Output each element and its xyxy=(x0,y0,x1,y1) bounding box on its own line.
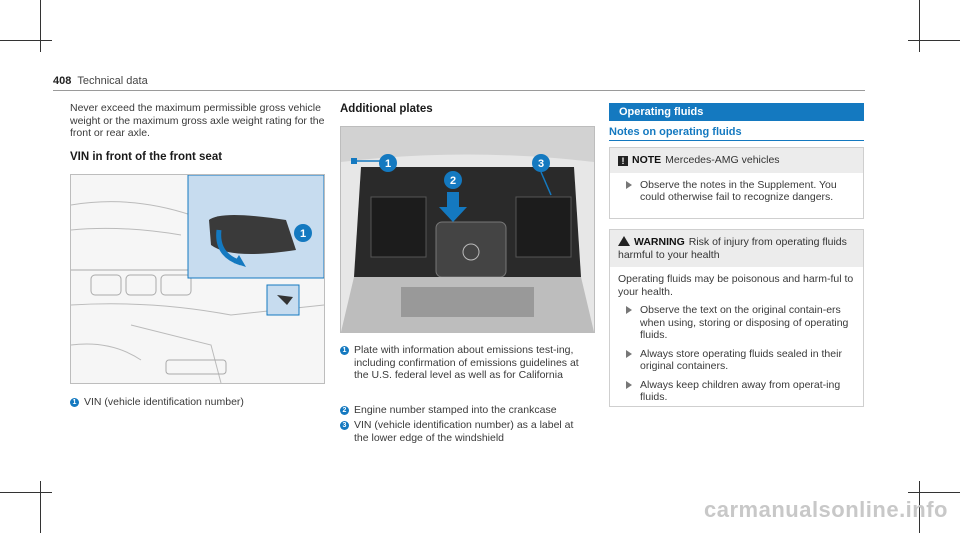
warning-text: Risk of injury from operating fluids harmful to your health xyxy=(618,236,847,261)
intro-paragraph: Never exceed the maximum permissible gross vehicle weight or the maximum gross axle weight rating for the front or rear axle. xyxy=(70,102,325,139)
crop-mark xyxy=(40,0,41,52)
bullet-text: Always store operating fluids sealed in their original containers. xyxy=(640,347,842,372)
watermark: carmanualsonline.info xyxy=(704,497,948,522)
svg-text:1: 1 xyxy=(299,228,307,240)
note-header xyxy=(610,148,863,173)
callout-number: 3 xyxy=(340,421,349,430)
crop-mark xyxy=(0,40,52,41)
bullet-arrow-icon xyxy=(626,306,632,314)
list-item xyxy=(618,379,855,404)
figure-engine-bay xyxy=(340,126,595,333)
bullet-text: Observe the text on the original contain-ers when using, storing or disposing of operating fluids. xyxy=(640,304,849,341)
bullet-text: Observe the notes in the Supplement. You could otherwise fail to recognize dangers. xyxy=(640,178,837,203)
svg-text:1: 1 xyxy=(384,158,392,170)
figure-vin-seat xyxy=(70,174,325,384)
bullet-text: Always keep children away from operat-ing fluids. xyxy=(640,378,841,403)
warning-paragraph: Operating fluids may be poisonous and harm-ful to your health. xyxy=(618,273,854,298)
list-item xyxy=(618,348,855,373)
warning-body xyxy=(610,267,863,410)
svg-text:2: 2 xyxy=(449,175,457,187)
subheading-rule xyxy=(609,140,864,141)
bullet-arrow-icon xyxy=(626,350,632,358)
warning-icon xyxy=(618,236,630,246)
page-number: 408 xyxy=(53,75,72,87)
callout-text: VIN (vehicle identification number) as a label at the lower edge of the windshield xyxy=(354,419,574,444)
note-text: Mercedes-AMG vehicles xyxy=(665,154,780,166)
subheading: Notes on operating fluids xyxy=(609,126,742,138)
note-body xyxy=(610,173,863,210)
section-bar: Operating fluids xyxy=(609,103,864,121)
crop-mark xyxy=(908,40,960,41)
crop-mark xyxy=(40,481,41,533)
bullet-arrow-icon xyxy=(626,181,632,189)
callout-text: Engine number stamped into the crankcase xyxy=(354,404,557,416)
bullet-arrow-icon xyxy=(626,381,632,389)
header-rule xyxy=(53,90,865,91)
section-title: Technical data xyxy=(77,75,148,87)
vin-heading: VIN in front of the front seat xyxy=(70,151,223,163)
engine-bay-illustration xyxy=(341,127,594,332)
callout-2 xyxy=(340,404,590,417)
crop-mark xyxy=(0,492,52,493)
warning-header xyxy=(610,230,863,267)
list-item xyxy=(618,304,855,342)
page-header xyxy=(53,75,148,87)
warning-label: WARNING xyxy=(634,236,685,248)
crop-mark xyxy=(908,492,960,493)
crop-mark xyxy=(919,0,920,52)
note-label: NOTE xyxy=(632,154,662,166)
callout-1 xyxy=(70,396,325,409)
svg-text:3: 3 xyxy=(537,158,545,170)
callout-3 xyxy=(340,419,590,444)
callout-number: 1 xyxy=(70,398,79,407)
list-item xyxy=(618,179,855,204)
note-icon: ! xyxy=(618,156,628,166)
callout-text: VIN (vehicle identification number) xyxy=(84,396,244,408)
vin-seat-illustration xyxy=(71,175,324,383)
note-box xyxy=(609,147,864,219)
callout-number: 2 xyxy=(340,406,349,415)
additional-plates-heading: Additional plates xyxy=(340,103,433,115)
warning-box xyxy=(609,229,864,407)
callout-text: Plate with information about emissions test-ing, including confirmation of emissions guidelines at the U.S. federal level as well as for California xyxy=(354,344,579,381)
callout-1 xyxy=(340,344,590,382)
callout-number: 1 xyxy=(340,346,349,355)
